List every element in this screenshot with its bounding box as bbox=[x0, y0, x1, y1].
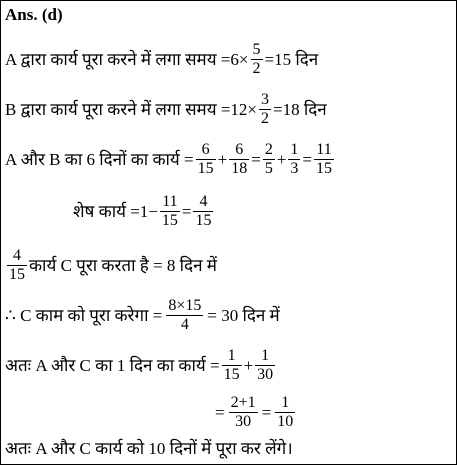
line-a-text: A द्वारा कार्य पूरा करने में लगा समय = bbox=[5, 49, 231, 69]
equals-sign: = bbox=[251, 149, 261, 169]
conclusion-line: अतः A और C कार्य को 10 दिनों में पूरा कर लेंगे। bbox=[5, 439, 293, 458]
fraction: $\frac{2+1}{30}$ bbox=[230, 394, 256, 430]
fraction: $\frac{3}{2}$ bbox=[261, 91, 270, 127]
one: 1 bbox=[139, 201, 149, 221]
fraction: $\frac{2}{5}$ bbox=[264, 141, 273, 177]
equals-sign: = bbox=[302, 149, 312, 169]
equals-sign: = bbox=[273, 99, 283, 119]
result: 18 bbox=[282, 99, 300, 119]
fraction: $\frac{4}{15}$ bbox=[195, 193, 212, 229]
fraction: $\frac{1}{10}$ bbox=[277, 394, 294, 430]
times-sign: × bbox=[247, 99, 258, 119]
fraction: $\frac{5}{2}$ bbox=[252, 41, 261, 77]
fraction: $\frac{6}{18}$ bbox=[231, 141, 248, 177]
answer-label: Ans. (d) bbox=[5, 5, 63, 24]
fraction: $\frac{1}{30}$ bbox=[257, 347, 274, 383]
unit: दिन bbox=[295, 49, 319, 69]
line-a-time bbox=[5, 41, 318, 78]
equals-sign: = bbox=[215, 402, 225, 422]
c-total-result: = 30 दिन में bbox=[207, 305, 280, 325]
line-a-six: 6 bbox=[230, 49, 239, 69]
fraction: $\frac{8\times 15}{4}$ bbox=[168, 297, 202, 333]
line-b-twelve: 12 bbox=[230, 99, 248, 119]
line-b-time bbox=[5, 91, 327, 128]
line-ac-sum bbox=[215, 394, 299, 431]
result: 15 bbox=[274, 49, 292, 69]
fraction: $\frac{6}{15}$ bbox=[197, 141, 214, 177]
plus-sign: + bbox=[276, 149, 287, 169]
fraction: $\frac{1}{15}$ bbox=[223, 347, 240, 383]
equals-sign: = bbox=[264, 49, 275, 69]
equals-sign: = bbox=[181, 201, 192, 221]
fraction: $\frac{11}{15}$ bbox=[161, 193, 178, 229]
line-ab-text: A और B का 6 दिनों का कार्य = bbox=[5, 149, 194, 169]
line-c-total bbox=[5, 297, 280, 334]
c-text: कार्य C पूरा करता है = 8 दिन में bbox=[29, 255, 217, 275]
equals-sign: = bbox=[261, 402, 272, 422]
fraction: $\frac{11}{15}$ bbox=[316, 141, 332, 177]
unit: दिन bbox=[303, 99, 327, 119]
minus-sign: − bbox=[148, 201, 158, 221]
line-b-text: B द्वारा कार्य पूरा करने में लगा समय = bbox=[5, 99, 231, 119]
plus-sign: + bbox=[217, 149, 228, 169]
fraction: $\frac{4}{15}$ bbox=[9, 247, 25, 283]
line-ab-work bbox=[5, 141, 336, 178]
times-sign: × bbox=[238, 49, 249, 69]
remaining-text: शेष कार्य = bbox=[73, 201, 140, 221]
line-c-does bbox=[5, 247, 217, 284]
plus-sign: + bbox=[243, 355, 254, 375]
fraction: $\frac{1}{3}$ bbox=[290, 141, 299, 177]
c-total-text: ∴ C काम को पूरा करेगा = bbox=[5, 305, 163, 325]
line-ac-work bbox=[5, 347, 277, 384]
ac-text: अतः A और C का 1 दिन का कार्य = bbox=[5, 355, 220, 375]
line-remaining-work bbox=[73, 193, 215, 230]
